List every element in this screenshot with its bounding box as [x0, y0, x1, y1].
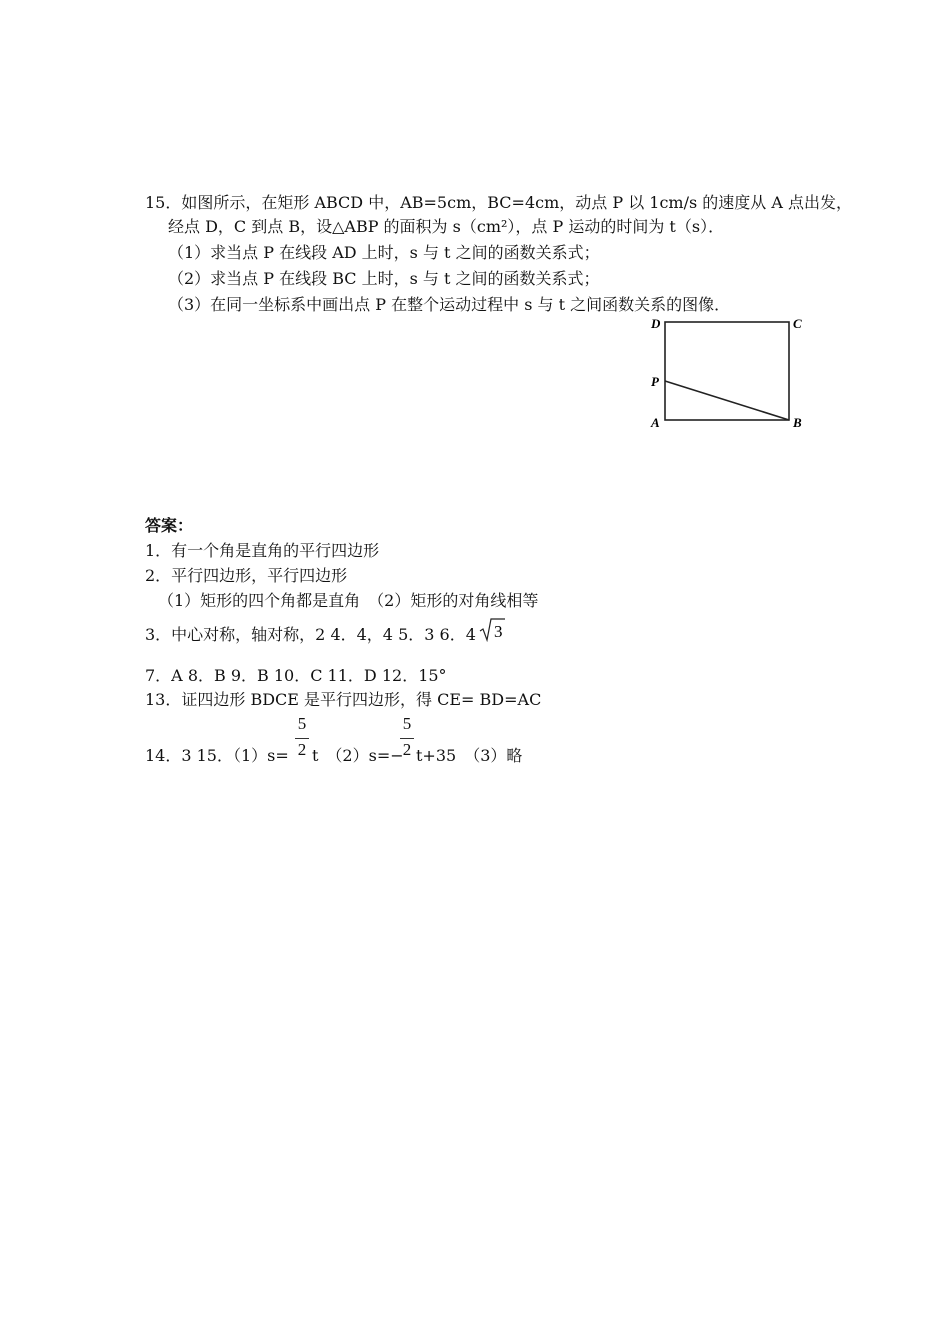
fraction-1-numerator: 5 — [297, 714, 307, 733]
problem-15-line-1: 15．如图所示，在矩形 ABCD 中，AB=5cm，BC=4cm，动点 P 以 1cm/s 的速度从 A 点出发， — [145, 193, 853, 212]
label-b: B — [793, 415, 802, 430]
fraction-1-bar — [295, 738, 309, 739]
label-d: D — [651, 316, 661, 331]
answer-14-15-part3: t+35 （3）略 — [416, 746, 523, 765]
label-p: P — [651, 374, 659, 389]
fraction-five-halves-2 — [400, 714, 414, 764]
answer-2-sub: （1）矩形的四个角都是直角 （2）矩形的对角线相等 — [158, 591, 539, 610]
problem-15-question-3: （3）在同一坐标系中画出点 P 在整个运动过程中 s 与 t 之间函数关系的图像． — [168, 295, 731, 314]
label-c: C — [793, 316, 802, 331]
fraction-1-denominator: 2 — [297, 740, 307, 759]
answer-14-15-part1: 14．3 15．（1）s= — [145, 746, 289, 765]
problem-15-line-2: 经点 D，C 到点 B，设△ABP 的面积为 s（cm²），点 P 运动的时间为 t（s）． — [168, 217, 725, 236]
fraction-2-bar — [400, 738, 414, 739]
answer-13: 13．证四边形 BDCE 是平行四边形，得 CE= BD=AC — [145, 690, 542, 709]
answer-1: 1．有一个角是直角的平行四边形 — [145, 541, 380, 560]
rectangle-outline — [665, 322, 789, 420]
answer-3-text: 3．中心对称，轴对称，2 4．4，4 5．3 6．4 — [145, 625, 476, 644]
label-a: A — [651, 415, 660, 430]
sqrt-symbol — [478, 616, 506, 642]
rectangle-abcd-diagram — [645, 312, 815, 432]
answer-2: 2．平行四边形，平行四边形 — [145, 566, 348, 585]
problem-15-question-2: （2）求当点 P 在线段 BC 上时，s 与 t 之间的函数关系式； — [168, 269, 600, 288]
answer-7-12: 7．A 8．B 9．B 10．C 11．D 12．15° — [145, 666, 447, 685]
sqrt-radicand: 3 — [494, 622, 503, 641]
problem-15-question-1: （1）求当点 P 在线段 AD 上时，s 与 t 之间的函数关系式； — [168, 243, 600, 262]
segment-pb — [665, 381, 789, 420]
answers-heading: 答案： — [145, 516, 194, 535]
fraction-2-denominator: 2 — [402, 740, 412, 759]
fraction-2-numerator: 5 — [402, 714, 412, 733]
answer-14-15-part2: t （2）s=− — [312, 746, 404, 765]
answer-3-line — [145, 624, 476, 646]
fraction-five-halves-1 — [295, 714, 309, 764]
